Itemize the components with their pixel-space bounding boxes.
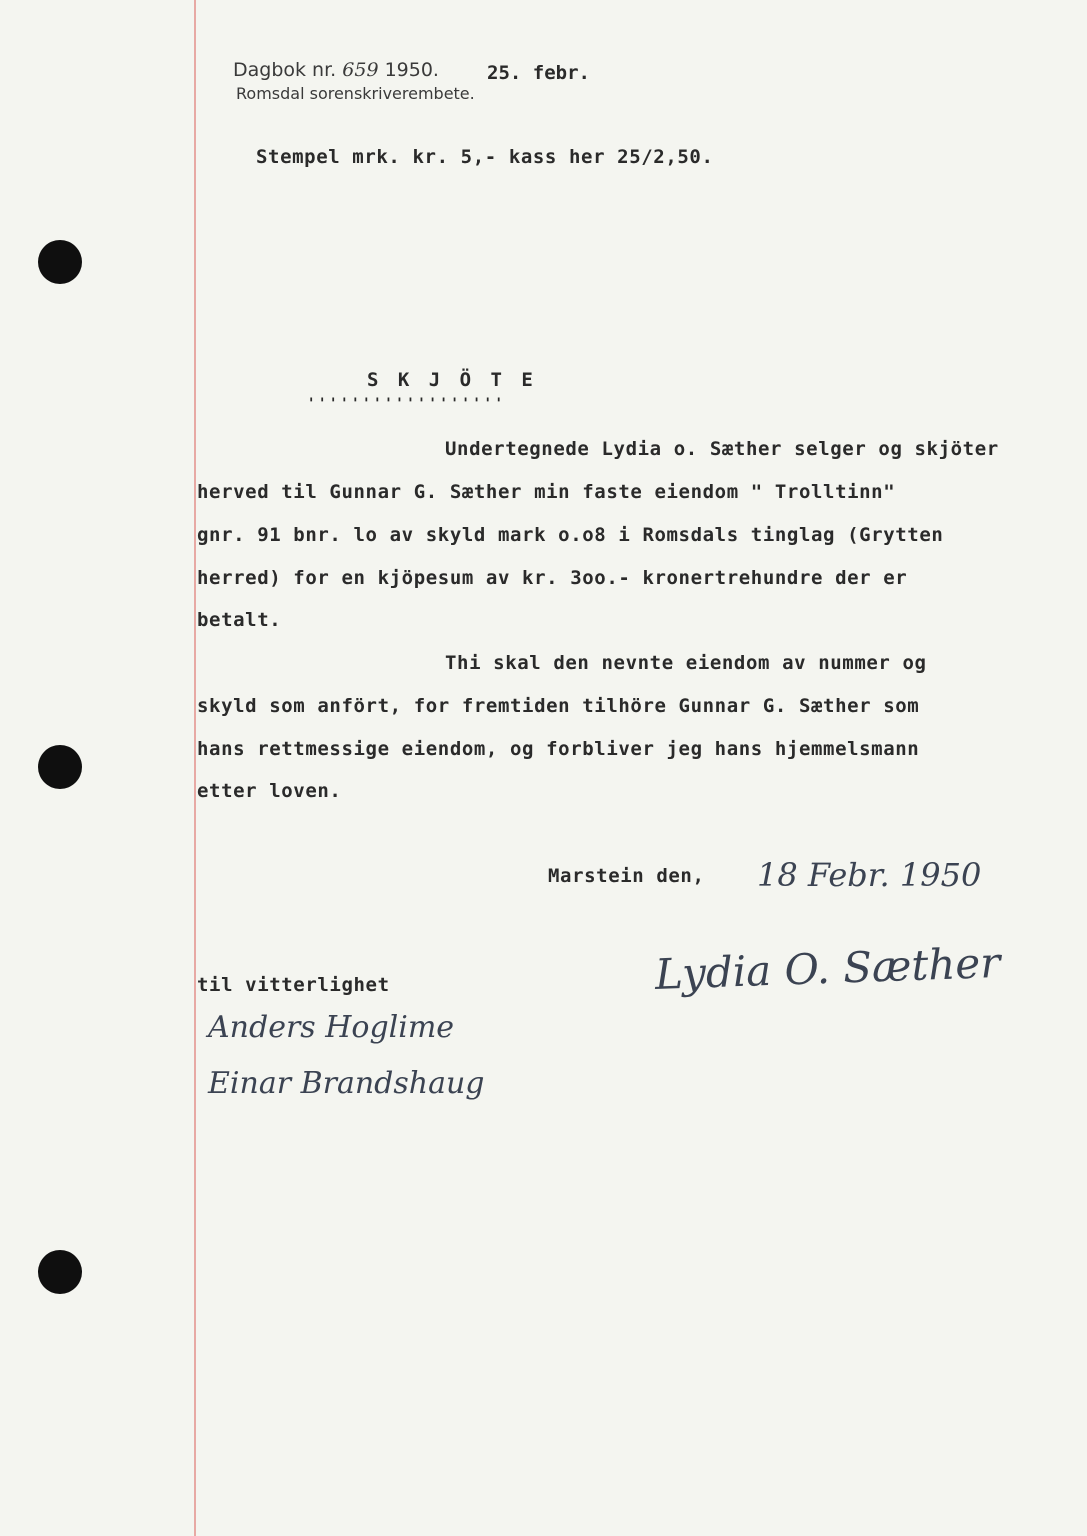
body-line: herred) for en kjöpesum av kr. 3oo.- kronertrehundre der er — [197, 567, 908, 589]
witness-signature: Anders Hoglime — [208, 1010, 455, 1045]
seller-signature: Lydia O. Sæther — [654, 937, 1002, 999]
stamp-date: 25. febr. — [487, 62, 590, 84]
body-line: Undertegnede Lydia o. Sæther selger og skjöter — [445, 438, 999, 460]
body-line: herved til Gunnar G. Sæther min faste eiendom " Trolltinn" — [197, 481, 896, 503]
body-line: gnr. 91 bnr. lo av skyld mark o.o8 i Romsdals tinglag (Grytten — [197, 524, 944, 546]
dagbok-year: 1950. — [384, 59, 439, 81]
body-line: etter loven. — [197, 780, 342, 802]
punch-hole — [38, 240, 82, 284]
punch-hole — [38, 745, 82, 789]
margin-line — [194, 0, 196, 1536]
title-underline: '''''''''''''''''' — [307, 396, 506, 412]
witness-label: til vitterlighet — [197, 974, 390, 996]
place-label: Marstein den, — [548, 865, 705, 887]
body-line: hans rettmessige eiendom, og forbliver jeg hans hjemmelsmann — [197, 738, 920, 760]
witness-signature: Einar Brandshaug — [208, 1066, 485, 1101]
punch-hole — [38, 1250, 82, 1294]
stempel-line: Stempel mrk. kr. 5,- kass her 25/2,50. — [256, 146, 714, 168]
body-line: skyld som anfört, for fremtiden tilhöre Gunnar G. Sæther som — [197, 695, 920, 717]
handwritten-date: 18 Febr. 1950 — [757, 856, 982, 894]
stamp-office: Romsdal sorenskriverembete. — [236, 84, 475, 103]
body-line: betalt. — [197, 609, 282, 631]
body-line: Thi skal den nevnte eiendom av nummer og — [445, 652, 927, 674]
stamp-dagbok — [233, 59, 439, 81]
dagbok-number: 659 — [342, 59, 379, 81]
document-title: S K J Ö T E — [367, 369, 537, 391]
dagbok-label: Dagbok nr. — [233, 59, 337, 81]
